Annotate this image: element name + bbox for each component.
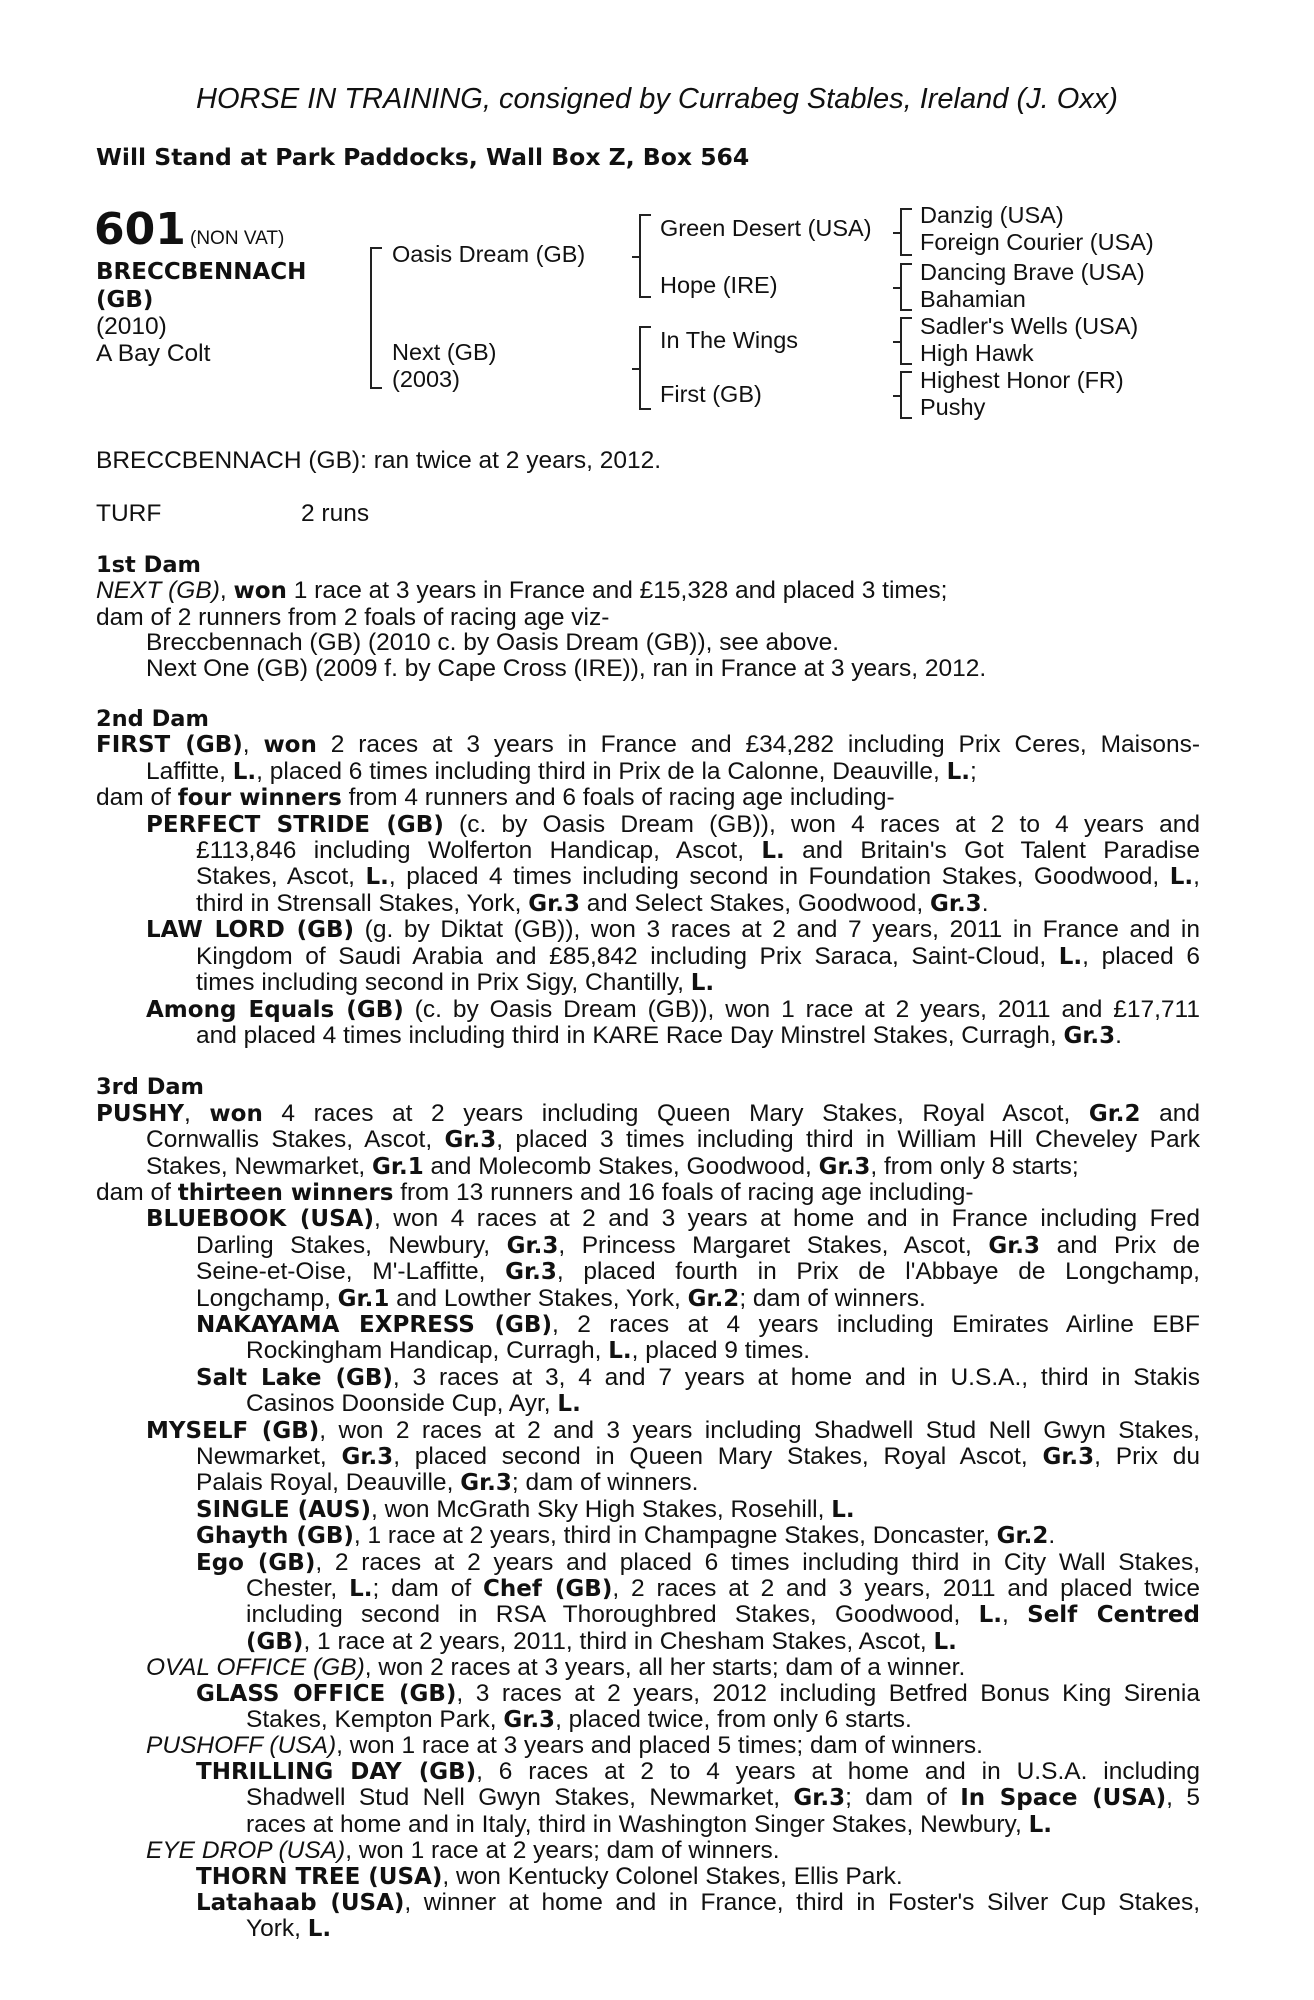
pedigree-dam: Next (GB) [392,339,497,365]
pedigree-gen3-1: Danzig (USA) [920,202,1064,228]
pedigree-brace-parents [370,247,382,389]
produce-entry: BLUEBOOK (USA), won 4 races at 2 and 3 years at home and in France including Fred [146,1205,1200,1233]
pedigree-gen3-2: Foreign Courier (USA) [920,229,1154,255]
lot-number: 601 [94,204,186,255]
produce-entry: Next One (GB) (2009 f. by Cape Cross (IRE)), ran in France at 3 years, 2012. [146,654,987,682]
produce-entry: Salt Lake (GB), 3 races at 3, 4 and 7 years at home and in U.S.A., third in Stakis [196,1363,1200,1391]
produce-entry: PERFECT STRIDE (GB) (c. by Oasis Dream (GB)), won 4 races at 2 to 4 years and [146,810,1200,838]
pedigree-dam-dam: First (GB) [660,381,762,407]
pedigree-gen3-6: High Hawk [920,340,1034,366]
produce-entry: GLASS OFFICE (GB), 3 races at 2 years, 2012 including Betfred Bonus King Sirenia [196,1679,1200,1707]
pedigree-brace-g56 [900,317,912,365]
dam-record: NEXT (GB), won 1 race at 3 years in France and £15,328 and placed 3 times; [96,577,948,605]
dam-produce-summary: dam of 2 runners from 2 foals of racing age viz- [96,603,610,631]
runs-count: 2 runs [301,500,370,527]
surface-label: TURF [96,500,162,527]
race-record-summary: BRECCBENNACH (GB): ran twice at 2 years, 2012. [96,447,662,474]
produce-entry: Latahaab (USA), winner at home and in France, third in Foster's Silver Cup Stakes, [196,1888,1200,1916]
pedigree-dam-year: (2003) [392,366,460,392]
produce-entry: Ego (GB), 2 races at 2 years and placed 6 times including third in City Wall Stakes, [196,1548,1201,1576]
third-dam-produce-summary: dam of thirteen winners from 13 runners and 16 foals of racing age including- [96,1178,974,1206]
pedigree-gen3-8: Pushy [920,394,986,420]
section-heading-2nd-dam: 2nd Dam [96,706,209,733]
pedigree-brace-dam [639,326,651,410]
horse-name: BRECCBENNACH (GB) [96,259,307,313]
standing-location: Will Stand at Park Paddocks, Wall Box Z, Box 564 [96,143,750,171]
pedigree-gen3-7: Highest Honor (FR) [920,367,1124,393]
produce-entry: THORN TREE (USA), won Kentucky Colonel Stakes, Ellis Park. [196,1862,903,1890]
pedigree-brace-g34 [900,263,912,311]
pedigree-brace-sire [639,214,651,298]
section-heading-3rd-dam: 3rd Dam [96,1074,204,1101]
produce-entry: MYSELF (GB), won 2 races at 2 and 3 years including Shadwell Stud Nell Gwyn Stakes, [146,1416,1200,1444]
second-dam-produce-summary: dam of four winners from 4 runners and 6 foals of racing age including- [96,784,895,812]
pedigree-gen3-3: Dancing Brave (USA) [920,259,1145,285]
pedigree-dam-sire: In The Wings [660,327,799,353]
page-title: HORSE IN TRAINING, consigned by Currabeg Stables, Ireland (J. Oxx) [196,83,1118,115]
produce-entry: LAW LORD (GB) (g. by Diktat (GB)), won 3 races at 2 and 7 years, 2011 in France and in [146,916,1201,944]
vat-note: (NON VAT) [190,228,285,249]
pedigree-brace-g78 [900,371,912,419]
produce-entry: Breccbennach (GB) (2010 c. by Oasis Dream (GB)), see above. [146,629,840,657]
produce-entry: NAKAYAMA EXPRESS (GB), 2 races at 4 years including Emirates Airline EBF [196,1310,1200,1338]
pedigree-sire-dam: Hope (IRE) [660,272,778,298]
second-dam-record: FIRST (GB), won 2 races at 3 years in France and £34,282 including Prix Ceres, Maisons- [96,731,1200,759]
pedigree-gen3-5: Sadler's Wells (USA) [920,313,1139,339]
pedigree-sire-sire: Green Desert (USA) [660,215,872,241]
section-heading-1st-dam: 1st Dam [96,552,201,578]
pedigree-sire: Oasis Dream (GB) [392,241,586,267]
second-dam-record-cont: Laffitte, L., placed 6 times including third in Prix de la Calonne, Deauville, L.; [146,757,977,785]
produce-entry: OVAL OFFICE (GB), won 2 races at 3 years, all her starts; dam of a winner. [146,1654,966,1682]
pedigree-brace-g12 [900,208,912,256]
produce-entry: THRILLING DAY (GB), 6 races at 2 to 4 years at home and in U.S.A. including [196,1757,1200,1785]
dam-line-section: 1st Dam NEXT (GB), won 1 race at 3 years in France and £15,328 and placed 3 times; dam of 2 runners from 2 foals of racing age viz- Breccbennach (GB) (2010 c. by Oasis Dream (GB)), see above. Next One (GB) (2009 f. by Cape Cross (IRE)), ran in France at 3 years, 2012. 2nd Dam FIRST (GB), won 2 races at 3 years in France and £34,282 including Prix Ceres, Maisons- Laffitte, L., placed 6 times including third in Prix de la Calonne, Deauville, L.; dam of four winners from 4 runners and 6 foals of racing age including- PERFECT STRIDE (GB) (c. by Oasis Dream (GB)), won 4 races at 2 to 4 years and £113,846 including Wolferton Handicap, Ascot, L. and Britain's Got Talent Paradise Stakes, Ascot, L., placed 4 times including second in Foundation Stakes, Goodwood, L., third in Strensall Stakes, York, Gr.3 and Select Stakes, Goodwood, Gr.3. LAW LORD (GB) (g. by Diktat (GB)), won 3 races at 2 and 7 years, 2011 in France and in Kingdom of Saudi Arabia and £85,842 including Prix Saraca, Saint-Cloud, L., placed 6 times including second in Prix Sigy, Chantilly, L. Among Equals (GB) (c. by Oasis Dream (GB)), won 1 race at 2 years, 2011 and £17,711 and placed 4 times including third in KARE Race Day Minstrel Stakes, Curragh, Gr.3. 3rd Dam PUSHY, won 4 races at 2 years including Queen Mary Stakes, Royal Ascot, Gr.2 and Cornwallis Stakes, Ascot, Gr.3, placed 3 times including third in William Hill Cheveley Park Stakes, Newmarket, Gr.1 and Molecomb Stakes, Goodwood, Gr.3, from only 8 starts; dam of thirteen winners from 13 runners and 16 foals of racing age including- BLUEBOOK (USA), won 4 races at 2 and 3 years at home and in France including Fred Darling Stakes, Newbury, Gr.3, Princess Margaret Stakes, Ascot, Gr.3 and Prix de Seine-et-Oise, M'-Laffitte, Gr.3, placed fourth in Prix de l'Abbaye de Longchamp, Longchamp, Gr.1 and Lowther Stakes, York, Gr.2; dam of winners. NAKAYAMA EXPRESS (GB), 2 races at 4 years including Emirates Airline EBF Rockingham Handicap, Curragh, L., placed 9 times. Salt Lake (GB), 3 races at 3, 4 and 7 years at home and in U.S.A., third in Stakis Casinos Doonside Cup, Ayr, L. MYSELF (GB), won 2 races at 2 and 3 years including Shadwell Stud Nell Gwyn Stakes, Newmarket, Gr.3, placed second in Queen Mary Stakes, Royal Ascot, Gr.3, Prix du Palais Royal, Deauville, Gr.3; dam of winners. SINGLE (AUS), won McGrath Sky High Stakes, Rosehill, L. Ghayth (GB), 1 race at 2 years, third in Champagne Stakes, Doncaster, Gr.2. Ego (GB), 2 races at 2 years and placed 6 times including third in City Wall Stakes, Chester, L.; dam of Chef (GB), 2 races at 2 and 3 years, 2011 and placed twice including second in RSA Thoroughbred Stakes, Goodwood, L., Self Centred (GB), 1 race at 2 years, 2011, third in Chesham Stakes, Ascot, L. OVAL OFFICE (GB), won 2 races at 3 years, all her starts; dam of a winner. GLASS OFFICE (GB), 3 races at 2 years, 2012 including Betfred Bonus King Sirenia Stakes, Kempton Park, Gr.3, placed twice, from only 6 starts. PUSHOFF (USA), won 1 race at 3 years and placed 5 times; dam of winners. THRILLING DAY (GB), 6 races at 2 to 4 years at home and in U.S.A. including Shadwell Stud Nell Gwyn Stakes, Newmarket, Gr.3; dam of In Space (USA), 5 races at home and in Italy, third in Washington Singer Stakes, Newbury, L. EYE DROP (USA), won 1 race at 2 years; dam of winners. THORN TREE (USA), won Kentucky Colonel Stakes, Ellis Park. Latahaab (USA), winner at home and in France, third in Foster's Silver Cup Stakes, York, L. [96,552,1201,1943]
produce-entry: Ghayth (GB), 1 race at 2 years, third in Champagne Stakes, Doncaster, Gr.2. [196,1522,1056,1550]
horse-year: (2010) [96,313,167,340]
produce-entry: PUSHOFF (USA), won 1 race at 3 years and placed 5 times; dam of winners. [146,1732,983,1760]
produce-entry: Among Equals (GB) (c. by Oasis Dream (GB)), won 1 race at 2 years, 2011 and £17,711 [146,995,1200,1023]
third-dam-record: PUSHY, won 4 races at 2 years including Queen Mary Stakes, Royal Ascot, Gr.2 and [96,1099,1200,1127]
produce-entry: SINGLE (AUS), won McGrath Sky High Stakes, Rosehill, L. [196,1495,855,1523]
pedigree-gen3-4: Bahamian [920,286,1026,312]
horse-description: A Bay Colt [96,340,211,367]
produce-entry: EYE DROP (USA), won 1 race at 2 years; dam of winners. [146,1837,780,1865]
